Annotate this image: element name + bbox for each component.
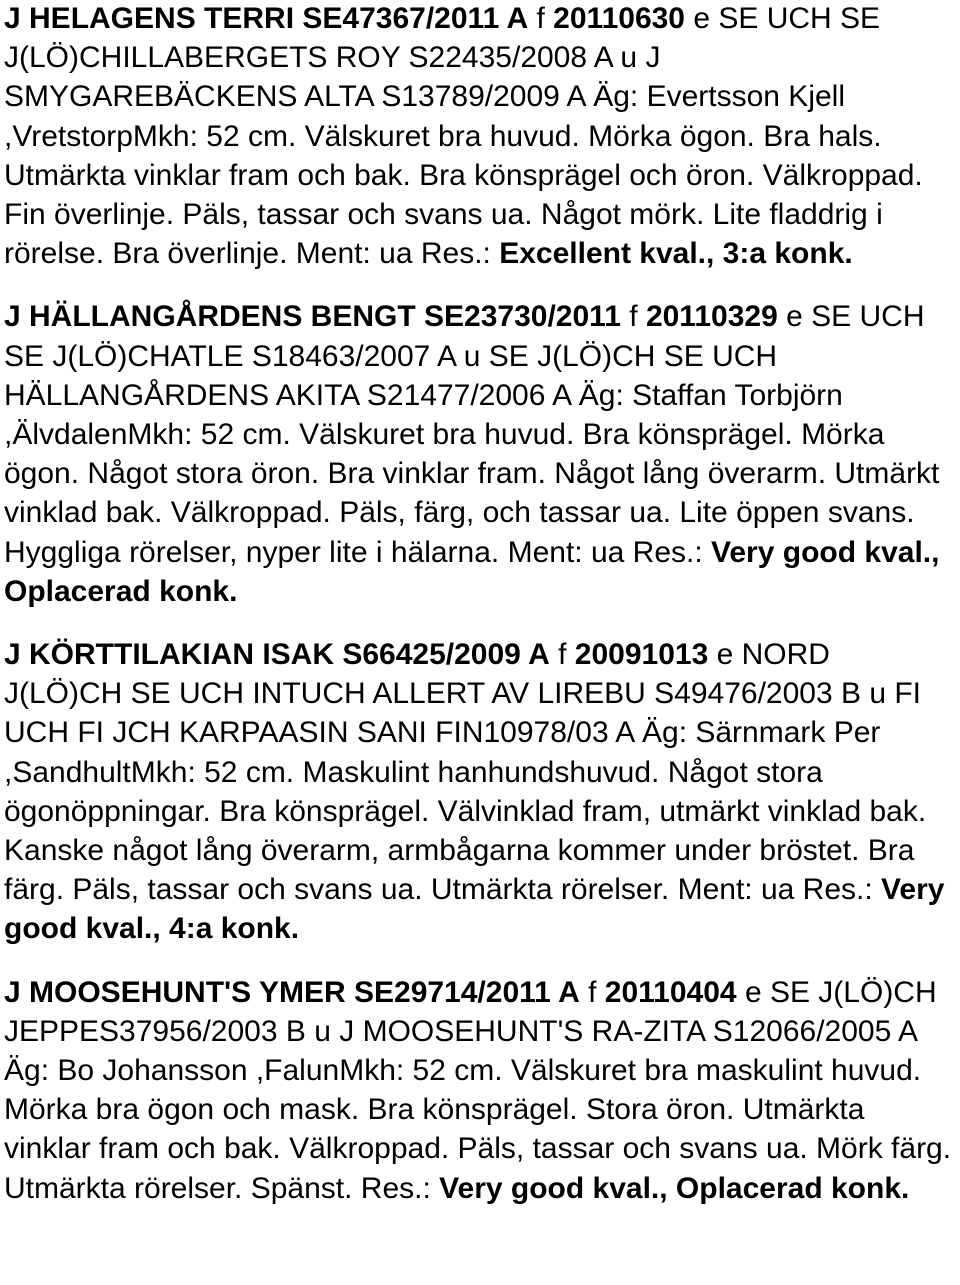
birth-date: 20110404 <box>604 975 737 1009</box>
document-page <box>4 0 956 1232</box>
born-prefix: f <box>588 975 597 1009</box>
judging-result: Very good kval., Oplacerad konk. <box>4 535 940 608</box>
entry-body: e SE J(LÖ)CH JEPPES37956/2003 B u J MOOSEHUNT'S RA-ZITA S12066/2005 A Äg: Bo Johansson ,FalunMkh: 52 cm. Välskuret bra maskulint huvud. Mörka bra ögon och mask. Bra könsprägel. Stora öron. Utmärkta vinklar fram och bak. Välkroppad. Päls, tassar och svans ua. Mörk färg. Utmärkta rörelser. Spänst. Res.: <box>4 975 952 1205</box>
entry-body: e SE UCH SE J(LÖ)CHATLE S18463/2007 A u SE J(LÖ)CH SE UCH HÄLLANGÅRDENS AKITA S21477/2006 A Äg: Staffan Torbjörn ,ÄlvdalenMkh: 52 cm. Välskuret bra huvud. Bra könsprägel. Mörka ögon. Något stora öron. Bra vinklar fram. Något lång överarm. Utmärkt vinklad bak. Välkroppad. Päls, färg, och tassar ua. Lite öppen svans. Hyggliga rörelser, nyper lite i hälarna. Ment: ua Res.: <box>4 300 940 569</box>
registration-number: SE29714/2011 A <box>353 975 580 1009</box>
judging-result: Very good kval., 4:a konk. <box>4 873 945 946</box>
registration-number: SE23730/2011 <box>424 300 621 334</box>
entry-body: e SE UCH SE J(LÖ)CHILLABERGETS ROY S22435/2008 A u J SMYGAREBÄCKENS ALTA S13789/2009 A Äg: Evertsson Kjell ,VretstorpMkh: 52 cm. Välskuret bra huvud. Mörka ögon. Bra hals. Utmärkta vinklar fram och bak. Bra könsprägel och öron. Välkroppad. Fin överlinje. Päls, tassar och svans ua. Något mörk. Lite fladdrig i rörelse. Bra överlinje. Ment: ua Res.: <box>4 2 923 271</box>
born-prefix: f <box>558 638 567 672</box>
judging-result: Very good kval., Oplacerad konk. <box>439 1171 910 1205</box>
dog-name: J HÄLLANGÅRDENS BENGT <box>4 300 416 334</box>
born-prefix: f <box>536 2 545 35</box>
entry-body: e NORD J(LÖ)CH SE UCH INTUCH ALLERT AV LIREBU S49476/2003 B u FI UCH FI JCH KARPAASIN SANI FIN10978/03 A Äg: Särnmark Per ,SandhultMkh: 52 cm. Maskulint hanhundshuvud. Något stora ögonöppningar. Bra könsprägel. Välvinklad fram, utmärkt vinklad bak. Kanske något lång överarm, armbågarna kommer under bröstet. Bra färg. Päls, tassar och svans ua. Utmärkta rörelser. Ment: ua Res.: <box>4 638 927 907</box>
birth-date: 20110329 <box>645 300 778 334</box>
dog-entry <box>4 0 956 273</box>
dog-name: J HELAGENS TERRI <box>4 2 295 35</box>
birth-date: 20110630 <box>553 2 685 35</box>
birth-date: 20091013 <box>574 638 709 672</box>
judging-result: Excellent kval., 3:a konk. <box>499 237 853 271</box>
registration-number: S66425/2009 A <box>342 638 550 672</box>
registration-number: SE47367/2011 A <box>302 2 529 35</box>
dog-entry <box>4 297 956 611</box>
dog-entry <box>4 635 956 949</box>
born-prefix: f <box>629 300 638 334</box>
dog-name: J MOOSEHUNT'S YMER <box>4 975 346 1009</box>
dog-name: J KÖRTTILAKIAN ISAK <box>4 638 334 672</box>
dog-entry <box>4 973 956 1208</box>
